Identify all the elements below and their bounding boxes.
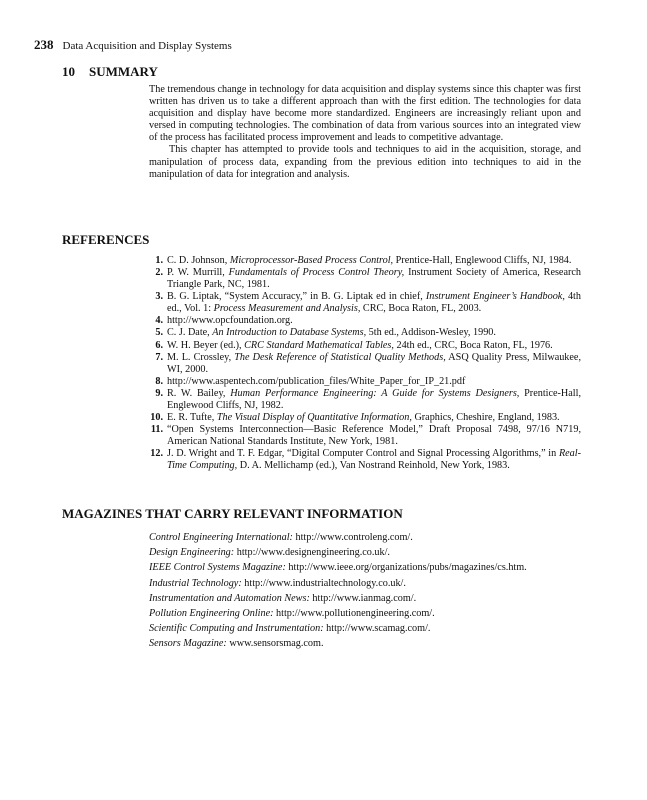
reference-item: 5. C. J. Date, An Introduction to Database Systems, 5th ed., Addison-Wesley, 1990. (149, 327, 581, 339)
references-list (149, 255, 581, 472)
magazine-item (149, 636, 581, 651)
magazine-url: http://www.controleng.com/. (292, 532, 413, 543)
running-head (34, 37, 232, 53)
magazines-list (149, 530, 581, 652)
magazine-url: http://www.ieee.org/organizations/pubs/magazines/cs.htm. (285, 562, 527, 574)
magazine-name: Scientific Computing and Instrumentation: (149, 623, 324, 635)
reference-number: 9. (155, 387, 163, 399)
magazine-name: Design Engineering: (149, 547, 235, 559)
reference-item: 4. http://www.opcfoundation.org. (149, 315, 581, 327)
reference-number: 4. (155, 315, 163, 327)
magazine-url: http://www.designengineering.co.uk/. (234, 547, 390, 559)
magazine-url: http://www.industrialtechnology.co.uk/. (241, 577, 406, 589)
reference-number: 12. (150, 448, 163, 460)
magazine-url: http://www.ianmag.com/. (309, 592, 417, 604)
reference-item: 2. P. W. Murrill, Fundamentals of Process Control Theory, Instrument Society of America, Research Triangle Park, NC, 1981. (149, 267, 581, 291)
reference-item: 9. R. W. Bailey, Human Performance Engineering: A Guide for Systems Designers, Prentice-Hall, Englewood Cliffs, NJ, 1982. (149, 388, 581, 412)
magazine-url: http://www.scamag.com/. (323, 623, 431, 635)
references-heading: REFERENCES (62, 232, 150, 247)
reference-number: 2. (155, 267, 163, 279)
summary-body (149, 84, 581, 181)
magazine-item (149, 576, 581, 591)
reference-number: 7. (155, 351, 163, 363)
reference-number: 5. (155, 327, 163, 339)
reference-number: 3. (155, 291, 163, 303)
reference-number: 11. (150, 424, 163, 436)
magazine-item (149, 621, 581, 636)
reference-item: 1. C. D. Johnson, Microprocessor-Based Process Control, Prentice-Hall, Englewood Cliffs, NJ, 1984. (149, 255, 581, 267)
magazine-item (149, 530, 581, 545)
reference-item: 10. E. R. Tufte, The Visual Display of Quantitative Information, Graphics, Cheshire, England, 1983. (150, 411, 560, 423)
magazine-name: Industrial Technology: (149, 577, 242, 589)
reference-item: 3. B. G. Liptak, “System Accuracy,” in B. G. Liptak ed in chief, Instrument Engineer’s Handbook, 4th ed., Vol. 1: Process Measurement and Analysis, CRC, Boca Raton, FL, 2003. (149, 291, 581, 315)
running-head-title: Data Acquisition and Display Systems (62, 40, 232, 52)
summary-paragraph: The tremendous change in technology for data acquisition and display systems since this chapter was first written has driven us to take a different approach than with the first edition. The technologies for data acquisition and display have become more standardized. Engineers are increasingly reliant upon and versed in computing technologies. The combination of data from various sources into an integrated view of the process has facilitated process improvement and leads to competitive advantage. (149, 84, 581, 144)
reference-item: 11. “Open Systems Interconnection—Basic Reference Model,” Draft Proposal 7498, 97/16 N719, American National Standards Institute, New York, 1981. (150, 424, 581, 447)
reference-number: 1. (155, 255, 163, 266)
section-number: 10 (62, 64, 75, 79)
section-title: SUMMARY (89, 64, 158, 79)
magazine-name: Pollution Engineering Online: (149, 608, 274, 620)
magazine-item (149, 545, 581, 560)
summary-heading (62, 64, 158, 80)
magazine-item (149, 591, 581, 606)
reference-number: 6. (155, 339, 163, 351)
magazine-name: Instrumentation and Automation News: (149, 592, 310, 604)
magazine-item (149, 560, 581, 575)
reference-number: 10. (150, 411, 163, 423)
reference-item: 7. M. L. Crossley, The Desk Reference of Statistical Quality Methods, ASQ Quality Press, Milwaukee, WI, 2000. (149, 352, 581, 376)
page-number: 238 (34, 37, 54, 52)
magazine-name: Sensors Magazine: (149, 638, 227, 650)
magazines-heading: MAGAZINES THAT CARRY RELEVANT INFORMATION (62, 506, 403, 521)
reference-item: 6. W. H. Beyer (ed.), CRC Standard Mathematical Tables, 24th ed., CRC, Boca Raton, FL, 1976. (149, 340, 581, 352)
reference-item: 12. J. D. Wright and T. F. Edgar, “Digital Computer Control and Signal Processing Algorithms,” in Real-Time Computing, D. A. Mellichamp (ed.), Van Nostrand Reinhold, New York, 1983. (150, 448, 581, 471)
magazine-url: www.sensorsmag.com. (226, 638, 324, 650)
magazine-name: Control Engineering International: (149, 532, 293, 543)
magazine-url: http://www.pollutionengineering.com/. (273, 608, 435, 620)
reference-number: 8. (155, 375, 163, 387)
summary-paragraph: This chapter has attempted to provide tools and techniques to aid in the acquisition, storage, and manipulation of process data, expanding from the previous edition into techniques to aid in the manipulation of data for integration and analysis. (149, 144, 581, 180)
magazine-name: IEEE Control Systems Magazine: (149, 562, 286, 574)
reference-item: 8. http://www.aspentech.com/publication_files/White_Paper_for_IP_21.pdf (149, 376, 581, 388)
magazine-item (149, 606, 581, 621)
